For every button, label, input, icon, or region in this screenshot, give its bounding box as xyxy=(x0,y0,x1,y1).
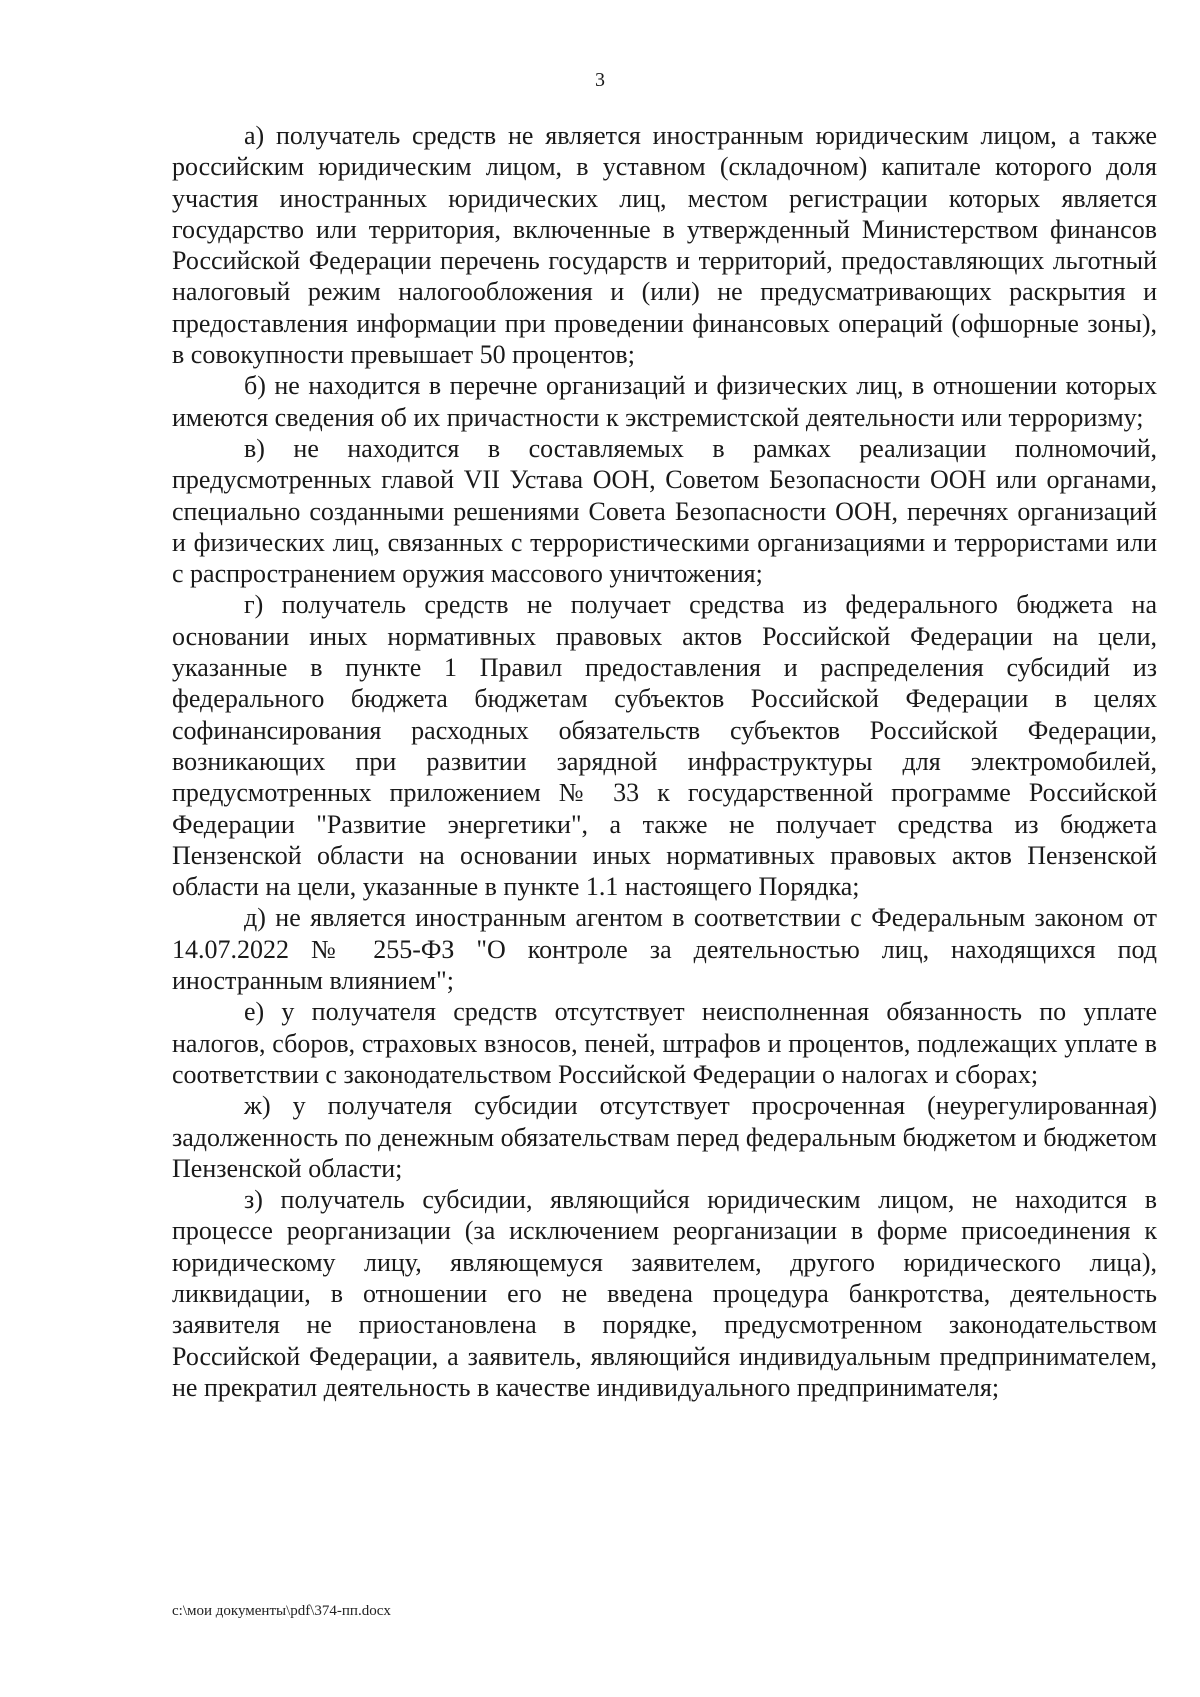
paragraph-a: а) получатель средств не является иностранным юридическим лицом, а также российским юридическим лицом, в уставном (складочном) капитале которого доля участия иностранных юридических лиц, местом регистрации которых является государство или территория, включенные в утвержденный Министерством финансов Российской Федерации перечень государств и территорий, предоставляющих льготный налоговый режим налогообложения и (или) не предусматривающих раскрытия и предоставления информации при проведении финансовых операций (офшорные зоны), в совокупности превышает 50 процентов; xyxy=(172,121,1157,370)
footer-file-path: c:\мои документы\pdf\374-пп.docx xyxy=(172,1603,391,1619)
paragraph-z: з) получатель субсидии, являющийся юридическим лицом, не находится в процессе реорганизации (за исключением реорганизации в форме присоединения к юридическому лицу, являющемуся заявителем, другого юридического лица), ликвидации, в отношении его не введена процедура банкротства, деятельность заявителя не приостановлена в порядке, предусмотренном законодательством Российской Федерации, а заявитель, являющийся индивидуальным предпринимателем, не прекратил деятельность в качестве индивидуального предпринимателя; xyxy=(172,1185,1157,1402)
document-body xyxy=(172,120,1157,1403)
paragraph-e: е) у получателя средств отсутствует неисполненная обязанность по уплате налогов, сборов, страховых взносов, пеней, штрафов и процентов, подлежащих уплате в соответствии с законодательством Российской Федерации о налогах и сборах; xyxy=(172,997,1157,1089)
paragraph-g: г) получатель средств не получает средства из федерального бюджета на основании иных нормативных правовых актов Российской Федерации на цели, указанные в пункте 1 Правил предоставления и распределения субсидий из федерального бюджета бюджетам субъектов Российской Федерации в целях софинансирования расходных обязательств субъектов Российской Федерации, возникающих при развитии зарядной инфраструктуры для электромобилей, предусмотренных приложением № 33 к государственной программе Российской Федерации "Развитие энергетики", а также не получает средства из бюджета Пензенской области на основании иных нормативных правовых актов Пензенской области на цели, указанные в пункте 1.1 настоящего Порядка; xyxy=(172,590,1157,902)
paragraph-b: б) не находится в перечне организаций и физических лиц, в отношении которых имеются сведения об их причастности к экстремистской деятельности или терроризму; xyxy=(172,371,1157,432)
paragraph-d: д) не является иностранным агентом в соответствии с Федеральным законом от 14.07.2022 № 255-ФЗ "О контроле за деятельностью лиц, находящихся под иностранным влиянием"; xyxy=(172,903,1157,996)
paragraph-v: в) не находится в составляемых в рамках реализации полномочий, предусмотренных главой VII Устава ООН, Советом Безопасности ООН или органами, специально созданными решениями Совета Безопасности ООН, перечнях организаций и физических лиц, связанных с террористическими организациями и террористами или с распространением оружия массового уничтожения; xyxy=(172,433,1157,589)
page-number: 3 xyxy=(595,69,605,91)
paragraph-zh: ж) у получателя субсидии отсутствует просроченная (неурегулированная) задолженность по денежным обязательствам перед федеральным бюджетом и бюджетом Пензенской области; xyxy=(172,1091,1157,1183)
